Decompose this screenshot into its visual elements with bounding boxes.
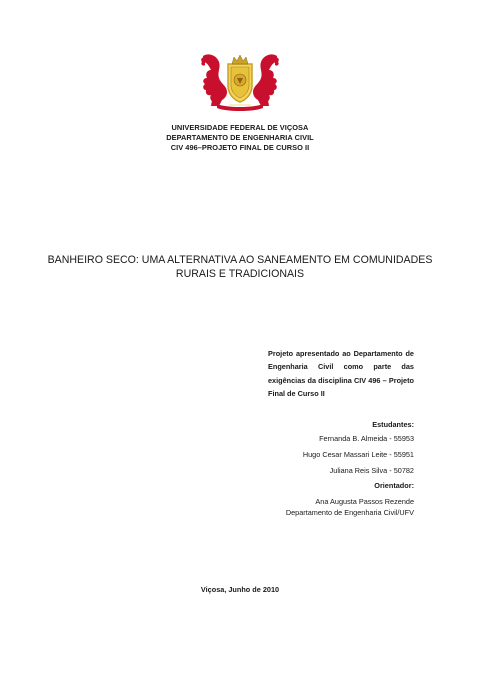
department-name: DEPARTAMENTO DE ENGENHARIA CIVIL	[166, 133, 314, 142]
student-entry: Juliana Reis Silva - 50782	[329, 466, 414, 475]
document-title-line-2: RURAIS E TRADICIONAIS	[175, 268, 305, 280]
place-and-date: Viçosa, Junho de 2010	[200, 585, 280, 594]
university-name: UNIVERSIDADE FEDERAL DE VIÇOSA	[171, 123, 309, 132]
project-note: Projeto apresentado ao Departamento de Engenharia Civil como parte das exigências da disciplina CIV 496 – Projeto Final de Curso II	[268, 349, 414, 398]
advisor-name: Ana Augusta Passos Rezende	[315, 497, 414, 506]
advisor-department: Departamento de Engenharia Civil/UFV	[285, 508, 414, 517]
student-entry: Hugo Cesar Massari Leite - 55951	[302, 450, 414, 459]
students-label: Estudantes:	[372, 420, 414, 429]
student-entry: Fernanda B. Almeida - 55953	[319, 434, 414, 443]
course-name: CIV 496–PROJETO FINAL DE CURSO II	[170, 143, 310, 152]
university-crest-icon	[199, 50, 281, 112]
advisor-label: Orientador:	[374, 481, 414, 490]
document-title-line-1: BANHEIRO SECO: UMA ALTERNATIVA AO SANEAMENTO EM COMUNIDADES	[47, 254, 433, 266]
